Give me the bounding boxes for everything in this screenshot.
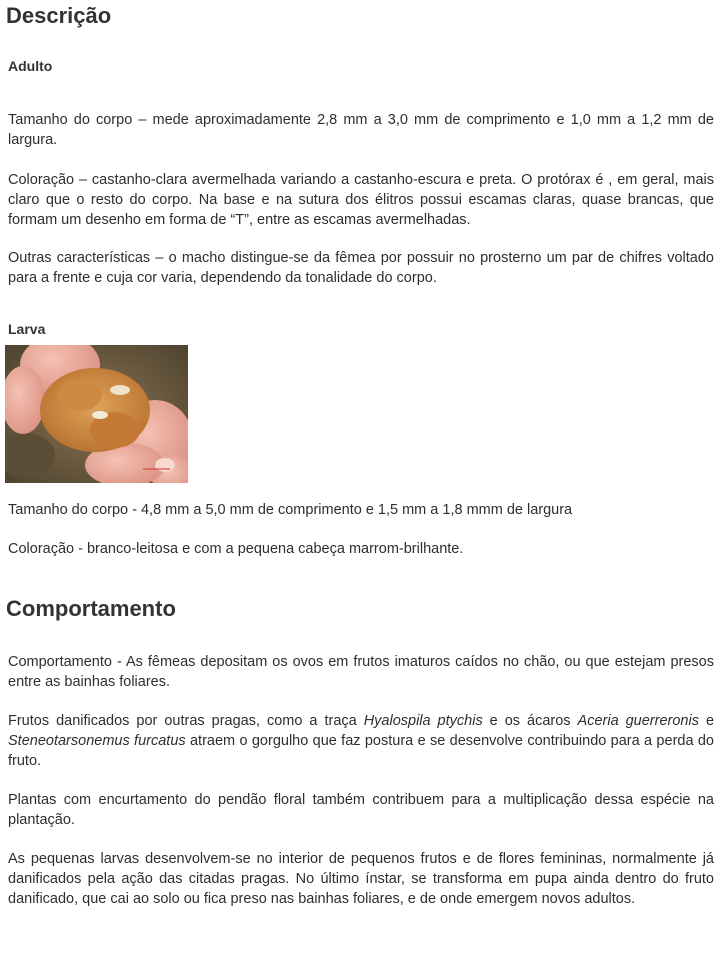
comportamento-paragraph-4: As pequenas larvas desenvolvem-se no interior de pequenos frutos e de flores femininas, normalmente já danificados pela ação das citadas pragas. No último ínstar, se transforma em pupa ainda dentro do fruto danificado, que cai ao solo ou fica preso nas bainhas foliares, e de onde emergem novos adultos. — [8, 851, 714, 907]
subheading-larva: Larva — [8, 321, 46, 337]
adulto-tamanho-paragraph: Tamanho do corpo – mede aproximadamente 2,8 mm a 3,0 mm de comprimento e 1,0 mm a 1,2 mm de largura. — [8, 112, 714, 148]
comportamento-paragraph-2 — [8, 711, 714, 771]
adulto-coloracao-paragraph: Coloração – castanho-clara avermelhada variando a castanho-escura e preta. O protórax é , em geral, mais claro que o resto do corpo. Na base e na sutura dos élitros possui escamas claras, quase brancas, que formam um desenho em forma de “T”, entre as escamas avermelhadas. — [8, 172, 714, 228]
p2-text-c: e os ácaros — [482, 713, 578, 729]
p2-text-e: e — [698, 713, 715, 729]
subheading-adulto: Adulto — [8, 58, 53, 74]
comportamento-paragraph-1: Comportamento - As fêmeas depositam os ovos em frutos imaturos caídos no chão, ou que estejam presos entre as bainhas foliares. — [8, 654, 714, 690]
section-title-comportamento: Comportamento — [6, 596, 176, 621]
larva-coloracao-paragraph: Coloração - branco-leitosa e com a pequena cabeça marrom-brilhante. — [8, 541, 464, 557]
adulto-outras-caracteristicas-paragraph: Outras características – o macho distingue-se da fêmea por possuir no prosterno um par de chifres voltado para a frente e cuja cor varia, dependendo da tonalidade do corpo. — [8, 250, 714, 286]
larva-in-hand-photo-icon — [5, 345, 188, 483]
p2-text-a: Frutos danificados por outras pragas, como a traça — [8, 713, 364, 729]
comportamento-paragraph-3: Plantas com encurtamento do pendão floral também contribuem para a multiplicação dessa espécie na plantação. — [8, 792, 714, 828]
p2-text-g: atraem o gorgulho que faz postura e se desenvolve contribuindo para a perda do fruto. — [8, 733, 714, 769]
species-aceria: Aceria guerreronis — [577, 713, 699, 729]
species-steneotarsonemus: Steneotarsonemus furcatus — [8, 733, 186, 749]
larva-photo — [5, 345, 188, 483]
species-hyalospila: Hyalospila ptychis — [363, 713, 483, 729]
larva-tamanho-paragraph: Tamanho do corpo - 4,8 mm a 5,0 mm de comprimento e 1,5 mm a 1,8 mmm de largura — [8, 502, 573, 518]
section-title-descricao: Descrição — [6, 3, 112, 28]
